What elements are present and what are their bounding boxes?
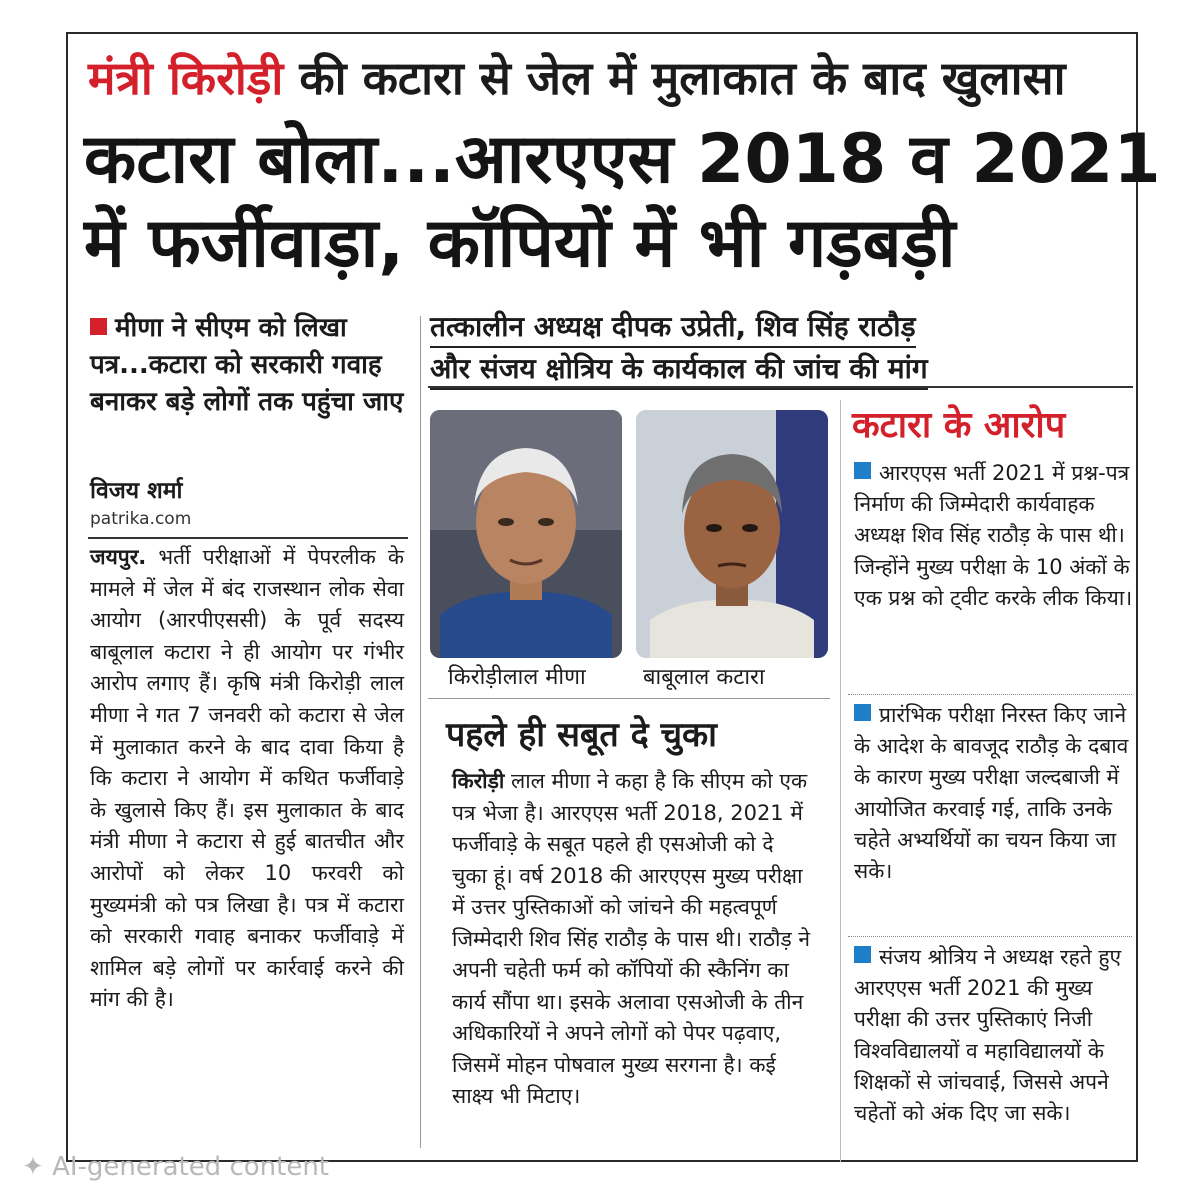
photo-babulal-katara bbox=[636, 410, 828, 658]
center-sub-line-2: और संजय क्षोत्रिय के कार्यकाल की जांच की मांग bbox=[430, 350, 928, 390]
red-square-bullet-icon bbox=[90, 318, 107, 335]
portrait-2-icon bbox=[636, 410, 828, 658]
blue-square-bullet-icon bbox=[854, 704, 871, 721]
divider bbox=[848, 694, 1132, 695]
allegation-text: प्रारंभिक परीक्षा निरस्त किए जाने के आदेश के बावजूद राठौड़ के दबाव के कारण मुख्य परीक्षा जल्दबाजी में आयोजित करवाई गई, ताकि उनके चहेते अभ्यर्थियों का चयन किया जा सके। bbox=[854, 703, 1129, 884]
ai-watermark bbox=[22, 1150, 329, 1184]
blue-square-bullet-icon bbox=[854, 946, 871, 963]
column-divider bbox=[840, 400, 841, 1162]
divider bbox=[88, 537, 408, 539]
source: patrika.com bbox=[90, 509, 192, 529]
center-subheadline bbox=[430, 306, 1120, 390]
center-body-lead: किरोड़ी bbox=[452, 769, 505, 793]
left-subheadline-text: मीणा ने सीएम को लिखा पत्र...कटारा को सरकारी गवाह बनाकर बड़े लोगों तक पहुंचा जाए bbox=[90, 313, 404, 417]
photo-kirodilal-meena bbox=[430, 410, 622, 658]
kicker-rest: की कटारा से जेल में मुलाकात के बाद खुलासा bbox=[283, 51, 1066, 105]
portrait-1-icon bbox=[430, 410, 622, 658]
blue-square-bullet-icon bbox=[854, 462, 871, 479]
left-body bbox=[90, 542, 404, 1016]
divider bbox=[848, 936, 1132, 937]
kicker bbox=[88, 50, 1128, 106]
allegation-item bbox=[854, 700, 1134, 887]
headline-line-2: में फर्जीवाड़ा, कॉपियों में भी गड़बड़ी bbox=[84, 204, 956, 283]
byline: विजय शर्मा bbox=[90, 478, 183, 504]
allegations-title: कटारा के आरोप bbox=[852, 405, 1066, 446]
caption-photo-2: बाबूलाल कटारा bbox=[643, 665, 765, 690]
sparkle-icon: ✦ bbox=[22, 1152, 44, 1182]
caption-photo-1: किरोड़ीलाल मीणा bbox=[448, 665, 586, 690]
center-sub-line-1: तत्कालीन अध्यक्ष दीपक उप्रेती, शिव सिंह राठौड़ bbox=[430, 308, 916, 348]
allegation-text: आरएएस भर्ती 2021 में प्रश्न-पत्र निर्माण की जिम्मेदारी कार्यवाहक अध्यक्ष शिव सिंह राठौड़ के पास थी। जिन्होंने मुख्य परीक्षा के 10 अंकों के एक प्रश्न को ट्वीट करके लीक किया। bbox=[854, 461, 1133, 610]
watermark-text: AI-generated content bbox=[52, 1152, 329, 1182]
divider bbox=[428, 386, 1133, 388]
column-divider bbox=[420, 316, 421, 1148]
divider bbox=[428, 698, 830, 699]
allegation-item bbox=[854, 458, 1134, 614]
left-body-text: भर्ती परीक्षाओं में पेपरलीक के मामले में जेल में बंद राजस्थान लोक सेवा आयोग (आरपीएससी) के पूर्व सदस्य बाबूलाल कटारा ने ही आयोग पर गंभीर आरोप लगाए हैं। कृषि मंत्री किरोड़ी लाल मीणा ने गत 7 जनवरी को कटारा से जेल में मुलाकात करने के बाद दावा किया है कि कटारा ने आयोग में कथित फर्जीवाड़े के खुलासे किए हैं। इस मुलाकात के बाद मंत्री मीणा ने कटारा से हुई बातचीत और आरोपों को लेकर 10 फरवरी को मुख्यमंत्री को पत्र लिखा है। पत्र में कटारा को सरकारी गवाह बनाकर फर्जीवाड़े में शामिल बड़े लोगों पर कार्रवाई करने की मांग की है। bbox=[90, 545, 404, 1012]
center-subhead: पहले ही सबूत दे चुका bbox=[446, 715, 717, 755]
center-body bbox=[452, 766, 814, 1113]
headline-line-1: कटारा बोला...आरएएस 2018 व 2021 bbox=[84, 120, 1161, 199]
left-subheadline bbox=[90, 310, 408, 421]
center-body-text: लाल मीणा ने कहा है कि सीएम को एक पत्र भेजा है। आरएएस भर्ती 2018, 2021 में फर्जीवाड़े के सबूत पहले ही एसओजी को दे चुका हूं। वर्ष 2018 की आरएएस मुख्य परीक्षा में उत्तर पुस्तिकाओं को जांचने की महत्वपूर्ण जिम्मेदारी शिव सिंह राठौड़ के पास थी। राठौड़ ने अपनी चहेती फर्म को कॉपियों की स्कैनिंग का कार्य सौंपा था। इसके अलावा एसओजी के तीन अधिकारियों ने अपने लोगों को पेपर पढ़वाए, जिसमें मोहन पोषवाल मुख्य सरगना है। कई साक्ष्य भी मिटाए। bbox=[452, 769, 811, 1108]
allegation-text: संजय श्रोत्रिय ने अध्यक्ष रहते हुए आरएएस भर्ती 2021 की मुख्य परीक्षा की उत्तर पुस्तिकाएं निजी विश्वविद्यालयों व महाविद्यालयों के शिक्षकों से जांचवाई, जिससे अपने चहेतों को अंक दिए जा सके। bbox=[854, 945, 1122, 1126]
kicker-red: मंत्री किरोड़ी bbox=[88, 51, 284, 105]
dateline: जयपुर. bbox=[90, 545, 147, 569]
allegation-item bbox=[854, 942, 1134, 1129]
